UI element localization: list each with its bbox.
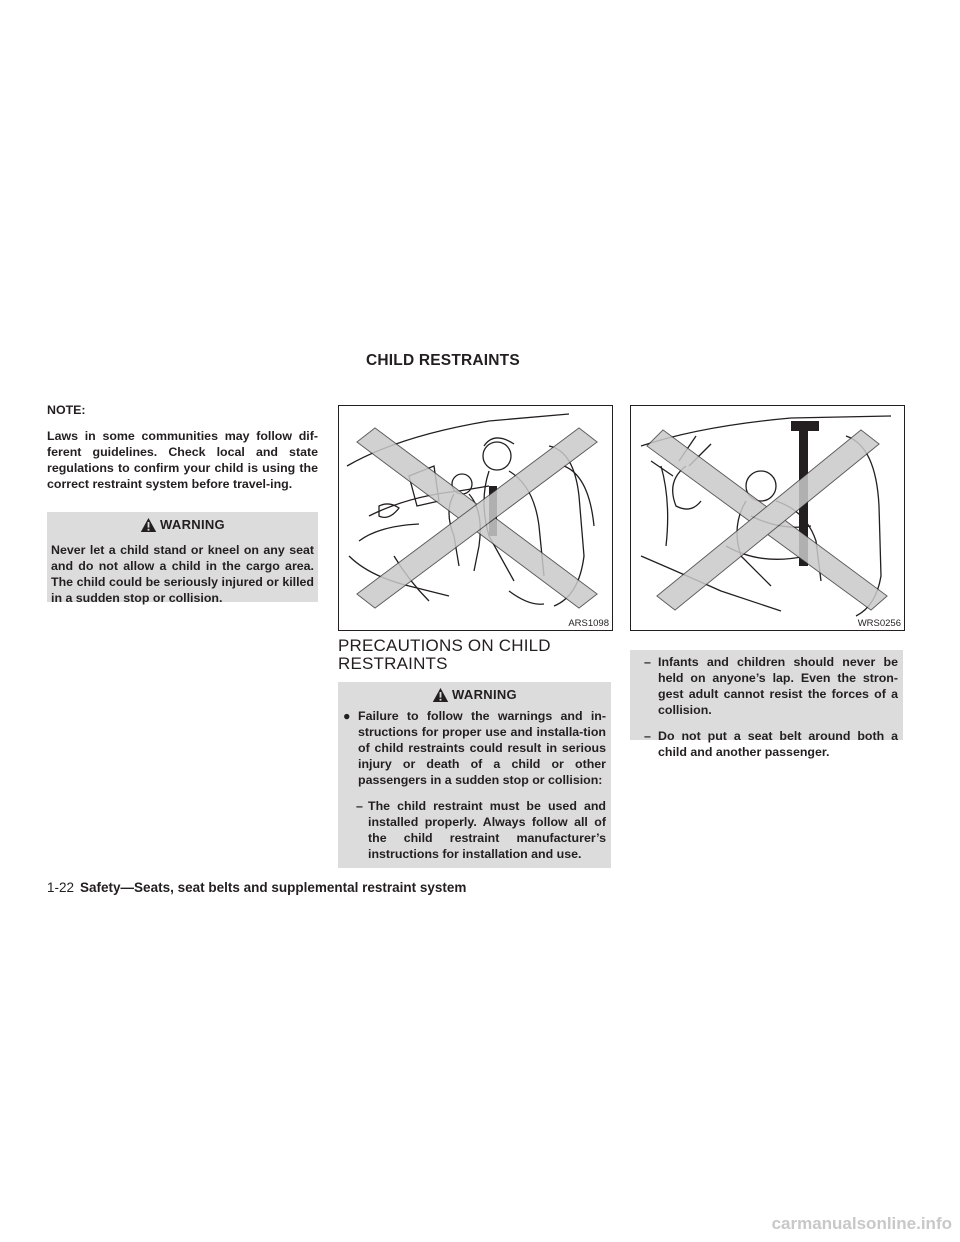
dash-item-text: Do not put a seat belt around both a child and another passenger. xyxy=(658,729,898,759)
warning-box-2 xyxy=(338,682,611,868)
bullet-mark: ● xyxy=(343,709,351,723)
dash-mark: – xyxy=(644,655,651,669)
bullet-text: Failure to follow the warnings and in-structions for proper use and installa-tion of child restraints could result in serious injury or death of a child or other passengers in a sudden stop or collision: xyxy=(358,709,606,787)
illustration-child-standing xyxy=(339,406,612,630)
dash-item-text: Infants and children should never be held on anyone’s lap. Even the stron-gest adult cannot resist the forces of a collision. xyxy=(658,655,898,717)
note-title: NOTE: xyxy=(47,403,86,417)
precautions-heading: PRECAUTIONS ON CHILD RESTRAINTS xyxy=(338,636,551,673)
note-text: Laws in some communities may follow dif-ferent guidelines. Check local and state regulations to confirm your child is using the correct restraint system before travel-ing. xyxy=(47,429,318,491)
warning-dash-item xyxy=(630,728,903,760)
note-block xyxy=(47,402,318,492)
warning-box-2-continued xyxy=(630,650,903,759)
warning-box-1 xyxy=(47,512,318,605)
dash-item-text: The child restraint must be used and installed properly. Always follow all of the child restraint manufacturer’s instructions for installation and use. xyxy=(368,799,606,861)
page-footer xyxy=(47,880,466,895)
warning-dash-item xyxy=(630,654,903,718)
warning-dash-item xyxy=(338,798,611,862)
figure-code: ARS1098 xyxy=(568,618,609,629)
dash-mark: – xyxy=(644,729,651,743)
warning-label: WARNING xyxy=(160,517,225,532)
watermark: carmanualsonline.info xyxy=(771,1214,952,1233)
figure-code: WRS0256 xyxy=(857,618,901,629)
dash-mark: – xyxy=(356,799,363,813)
warning-bullet xyxy=(338,708,611,788)
section-heading: CHILD RESTRAINTS xyxy=(366,352,520,369)
warning-header xyxy=(338,682,611,708)
illustration-infant-on-lap xyxy=(631,406,904,630)
figure-infant-on-lap-prohibited xyxy=(630,405,905,631)
figure-child-standing-prohibited xyxy=(338,405,613,631)
warning-header xyxy=(47,512,318,538)
chapter-title: Safety—Seats, seat belts and supplemental restraint system xyxy=(80,880,467,895)
warning-triangle-icon xyxy=(140,517,157,533)
warning-triangle-icon xyxy=(432,687,449,703)
page-number: 1-22 xyxy=(47,880,75,895)
warning-label: WARNING xyxy=(452,687,517,702)
warning-text: Never let a child stand or kneel on any seat and do not allow a child in the cargo area. The child could be seriously injured or killed in a sudden stop or collision. xyxy=(51,543,314,605)
